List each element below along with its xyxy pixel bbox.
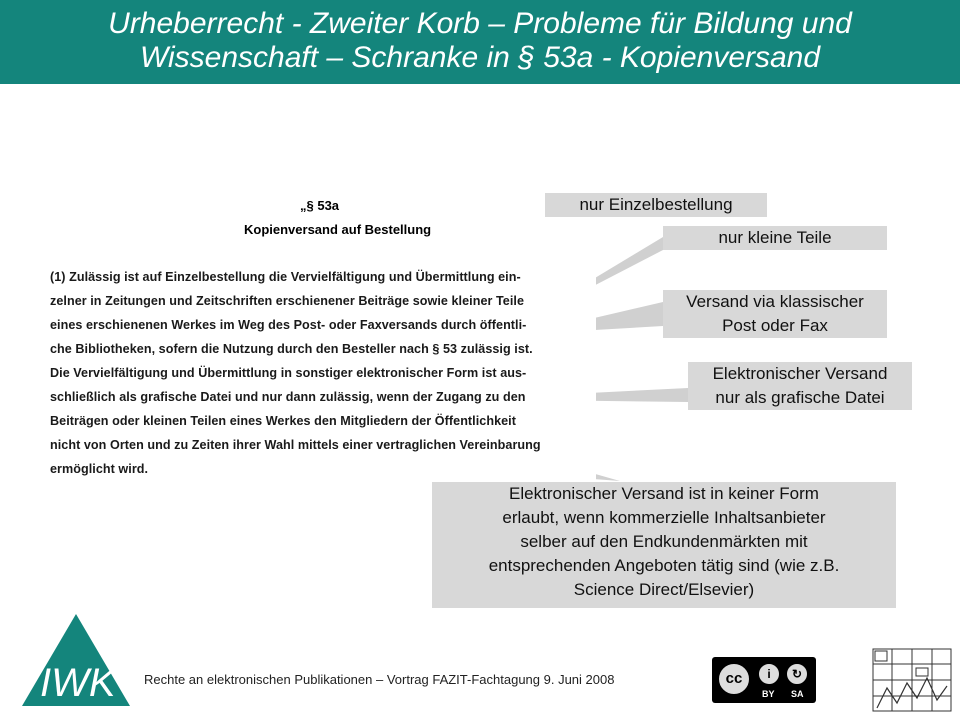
law-line: schließlich als grafische Datei und nur dann zulässig, wenn der Zugang zu den [50, 390, 526, 404]
cc-license-badge[interactable] [712, 657, 816, 703]
law-line: zelner in Zeitungen und Zeitschriften erschienener Beiträge sowie kleiner Teile [50, 294, 525, 308]
cc-icon: cc [716, 661, 752, 697]
callout-kommerziell-line: entsprechenden Angeboten tätig sind (wie z.B. [488, 556, 840, 575]
law-line: Beiträgen oder kleinen Teilen eines Werkes den Mitgliedern der Öffentlichkeit [50, 414, 516, 428]
iwk-logo-text: IWK [40, 661, 116, 705]
callout-kommerziell-line: selber auf den Endkundenmärkten mit [520, 532, 808, 551]
law-line: nicht von Orten und zu Zeiten ihrer Wahl mittels einer vertraglichen Vereinbarung [50, 438, 541, 452]
title-line-1: Urheberrecht - Zweiter Korb – Probleme für Bildung und [108, 7, 852, 40]
share-alike-icon: ↻ [784, 661, 810, 687]
by-label: BY [762, 689, 775, 699]
footer-text: Rechte an elektronischen Publikationen – Vortrag FAZIT-Fachtagung 9. Juni 2008 [144, 672, 615, 687]
title-line-2: Wissenschaft – Schranke in § 53a - Kopienversand [139, 41, 821, 74]
callout-elektronisch-line-2: nur als grafische Datei [715, 388, 885, 407]
callout-einzelbestellung [545, 193, 767, 217]
callout-kommerziell-line: Elektronischer Versand ist in keiner Form [509, 484, 819, 503]
law-text-scan [36, 182, 596, 494]
callout-versand [663, 290, 887, 338]
law-line: (1) Zulässig ist auf Einzelbestellung die Vervielfältigung und Übermittlung ein- [50, 270, 521, 284]
law-line: eines erschienenen Werkes im Weg des Post- oder Faxversands durch öffentli- [50, 318, 527, 332]
callout-versand-line-1: Versand via klassischer [686, 292, 864, 311]
law-line: ermöglicht wird. [50, 462, 149, 476]
sa-label: SA [791, 689, 804, 699]
callout-elektronisch [688, 362, 912, 410]
callout-elektronisch-line-1: Elektronischer Versand [712, 364, 888, 383]
institution-emblem-icon [872, 648, 952, 712]
law-line: che Bibliotheken, sofern die Nutzung durch den Besteller nach § 53 zulässig ist. [50, 342, 533, 356]
callout-kommerziell-line: Science Direct/Elsevier) [573, 580, 755, 599]
callout-versand-line-2: Post oder Fax [722, 316, 828, 335]
law-line: Die Vervielfältigung und Übermittlung in sonstiger elektronischer Form ist aus- [50, 366, 527, 380]
iwk-logo [20, 612, 132, 708]
callout-kommerziell [432, 482, 896, 608]
attribution-icon: i [756, 661, 782, 687]
section-title: Kopienversand auf Bestellung [244, 222, 432, 237]
callout-kleine-teile [663, 226, 887, 250]
callout-einzelbestellung-text: nur Einzelbestellung [579, 195, 733, 214]
callout-kommerziell-line: erlaubt, wenn kommerzielle Inhaltsanbieter [502, 508, 826, 527]
section-number: „§ 53a [300, 198, 340, 213]
callout-kleine-teile-text: nur kleine Teile [718, 228, 832, 247]
